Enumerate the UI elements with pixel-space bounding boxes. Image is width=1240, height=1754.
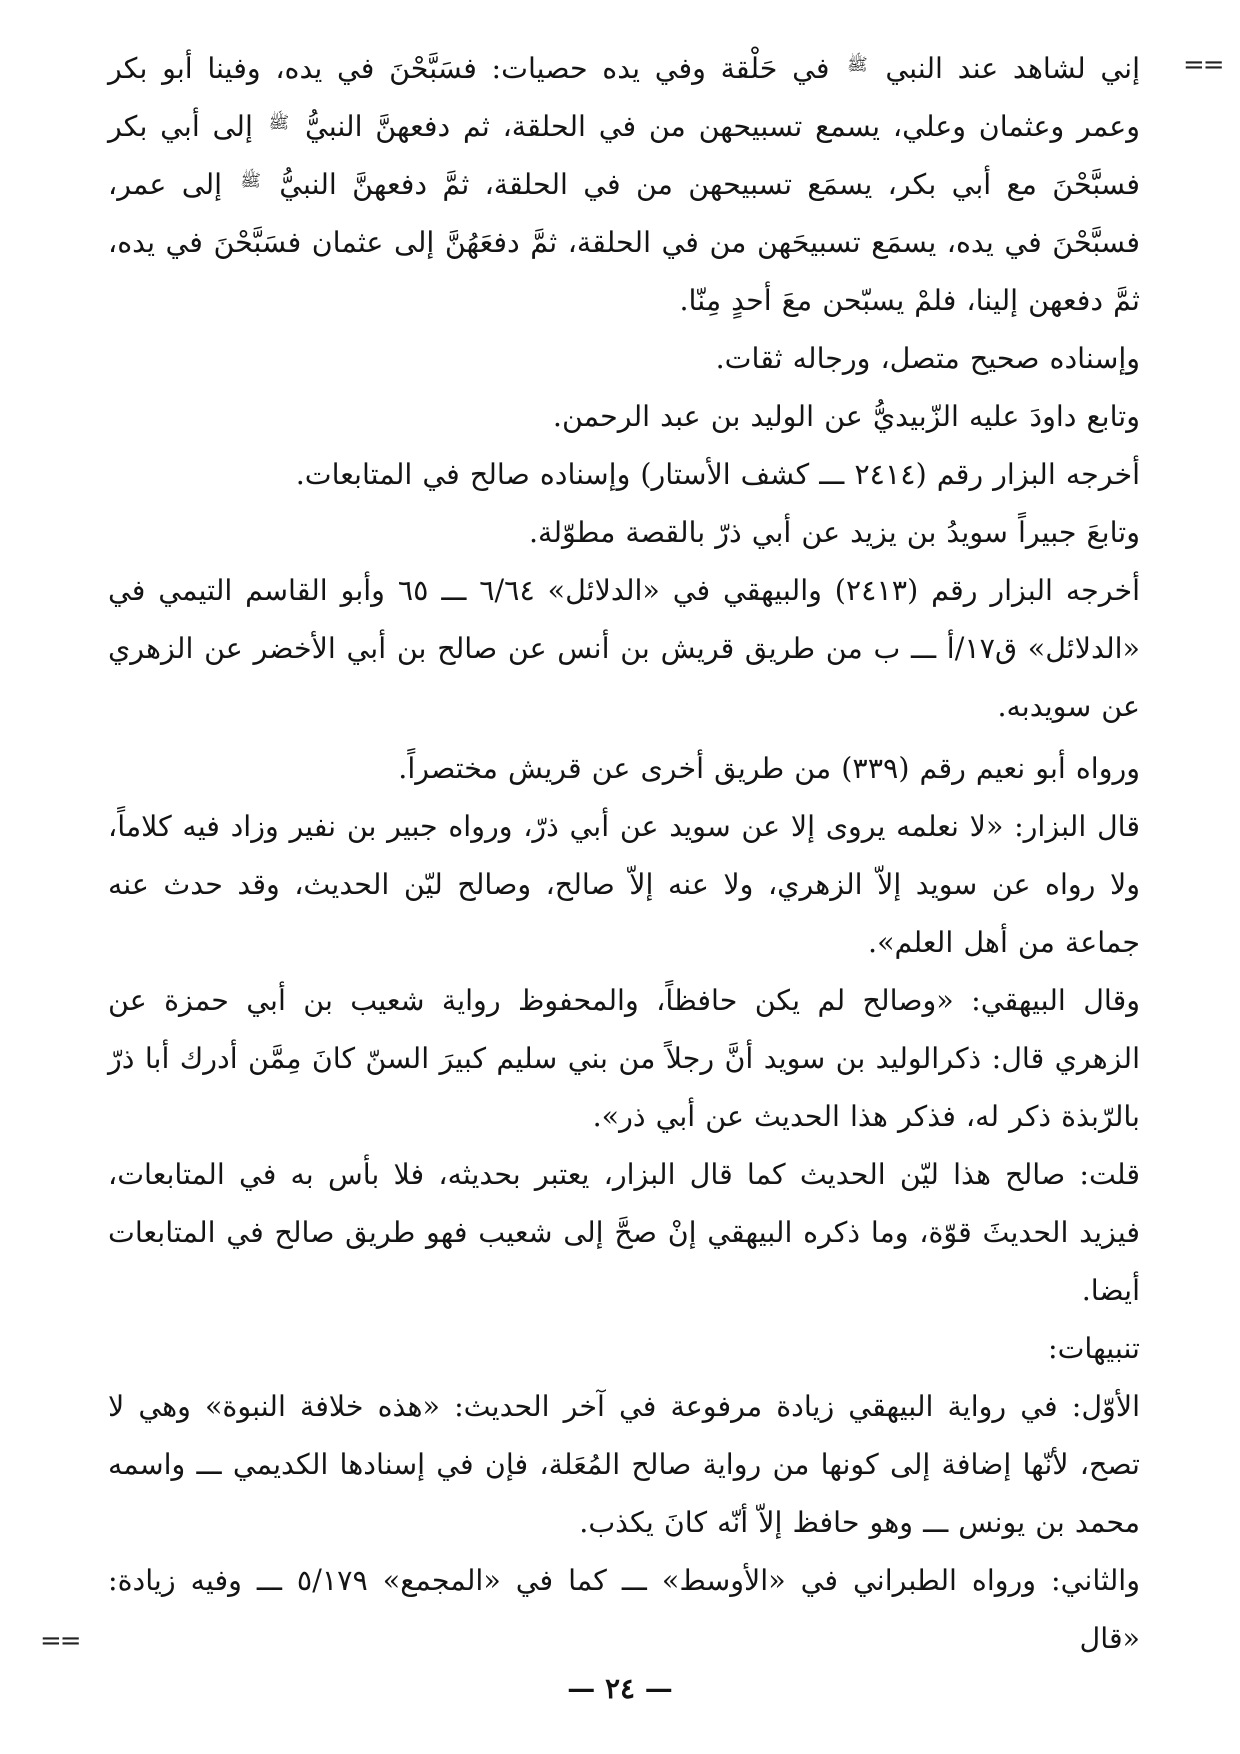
hadith-text-4: إلى عمر، فسبَّحْنَ في يده، يسمَع تسبيحَهن من في الحلقة، ثمَّ دفعَهُنَّ إلى عثمان فسَبَّحْنَ في يده، ثمَّ دفعهن إلينا، فلمْ يسبّحن معَ أحدٍ مِنّا. <box>108 168 1140 317</box>
isnad-paragraph: وإسناده صحيح متصل، ورجاله ثقات. <box>715 342 1140 375</box>
salla-ligature-icon: ﷺ <box>240 171 261 191</box>
tabaa-dawud-paragraph: وتابع داودَ عليه الزّبيديُّ عن الوليد بن عبد الرحمن. <box>552 400 1140 433</box>
tanbihat-heading: تنبيهات: <box>1048 1332 1140 1365</box>
tabaa-jubair-paragraph: وتابعَ جبيراً سويدُ بن يزيد عن أبي ذرّ بالقصة مطوّلة. <box>528 516 1140 549</box>
hadith-paragraph <box>108 40 1140 330</box>
qultu-paragraph: قلت: صالح هذا ليّن الحديث كما قال البزار، يعتبر بحديثه، فلا بأس به في المتابعات، فيزيد الحديثَ قوّة، وما ذكره البيهقي إنْ صحَّ إلى شعيب فهو طريق صالح في المتابعات أيضا. <box>108 1158 1140 1307</box>
tanbih-thani-paragraph: والثاني: ورواه الطبراني في «الأوسط» ـــ كما في «المجمع» ٥/١٧٩ ـــ وفيه زيادة: «قال <box>108 1564 1140 1655</box>
hadith-text-2: في حَلْقة وفي يده حصيات: فسَبَّحْنَ في يده، وفينا أبو بكر وعمر وعثمان وعلي، يسمع تسبيحهن من في الحلقة، ثم دفعهنَّ النبيُّ <box>108 52 1140 143</box>
qal-bazzar-paragraph: قال البزار: «لا نعلمه يروى إلا عن سويد عن أبي ذرّ، ورواه جبير بن نفير وزاد فيه كلاماً، ولا رواه عن سويد إلاّ الزهري، ولا عنه إلاّ صالح، وصالح ليّن الحديث، وقد حدث عنه جماعة من أهل العلم». <box>108 810 1140 959</box>
continuation-mark-bottom: == <box>40 1626 80 1656</box>
continuation-mark-top: == <box>1183 50 1223 80</box>
page-body <box>108 40 1140 1668</box>
hadith-text-3: إلى أبي بكر فسبَّحْنَ مع أبي بكر، يسمَع تسبيحهن من في الحلقة، ثمَّ دفعهنَّ النبيُّ <box>108 110 1141 201</box>
page-number: — ٢٤ — <box>567 1672 673 1705</box>
qal-bayhaqi-paragraph: وقال البيهقي: «وصالح لم يكن حافظاً، والمحفوظ رواية شعيب بن أبي حمزة عن الزهري قال: ذكرالوليد بن سويد أنَّ رجلاً من بني سليم كبيرَ السنّ كانَ مِمَّن أدرك أبا ذرّ بالرّبذة ذكر له، فذكر هذا الحديث عن أبي ذر». <box>108 984 1140 1133</box>
tanbih-awwal-paragraph: الأوّل: في رواية البيهقي زيادة مرفوعة في آخر الحديث: «هذه خلافة النبوة» وهي لا تصح، لأنّها إضافة إلى كونها من رواية صالح المُعَلة، فإن في إسنادها الكديمي ـــ واسمه محمد بن يونس ـــ وهو حافظ إلاّ أنّه كانَ يكذب. <box>108 1390 1140 1539</box>
bazzar-2414-paragraph: أخرجه البزار رقم (٢٤١٤ ـــ كشف الأستار) وإسناده صالح في المتابعات. <box>295 458 1140 491</box>
hadith-text-1: إني لشاهد عند النبي <box>885 52 1141 85</box>
salla-ligature-icon: ﷺ <box>268 113 290 133</box>
abu-nuaim-paragraph: ورواه أبو نعيم رقم (٣٣٩) من طريق أخرى عن قريش مختصراً. <box>398 752 1140 785</box>
bazzar-2413-paragraph: أخرجه البزار رقم (٢٤١٣) والبيهقي في «الدلائل» ٦/٦٤ ـــ ٦٥ وأبو القاسم التيمي في «الدلائل» ق١٧/أ ـــ ب من طريق قريش بن أنس عن صالح بن أبي الأخضر عن الزهري عن سويدبه. <box>108 574 1140 723</box>
salla-ligature-icon: ﷺ <box>847 55 868 75</box>
